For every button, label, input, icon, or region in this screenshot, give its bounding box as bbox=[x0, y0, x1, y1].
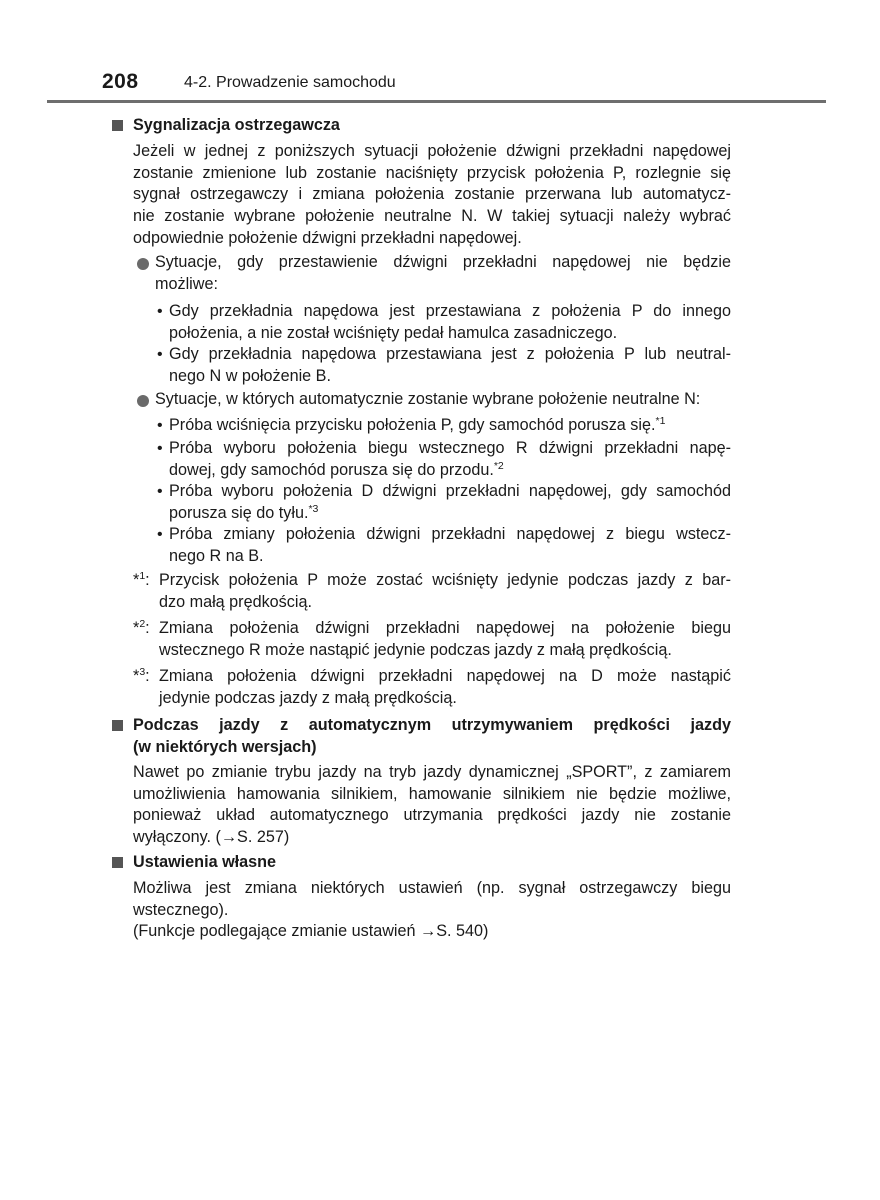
text-line bbox=[169, 415, 731, 437]
text-line: wstecznego). bbox=[133, 900, 229, 919]
text-line: Nawet po zmianie trybu jazdy na tryb jazdy dynamicznej „SPORT”, z zamiarem bbox=[133, 763, 731, 781]
text-line: Zmiana położenia dźwigni przekładni napędowej na położenie biegu bbox=[159, 619, 731, 637]
footnote-ref: *1 bbox=[655, 415, 666, 427]
sub-bullet-item bbox=[169, 524, 731, 567]
bullet-circle-icon bbox=[137, 258, 149, 270]
footnote-text bbox=[159, 666, 731, 709]
sub-bullet-item bbox=[169, 301, 731, 344]
text-line bbox=[169, 460, 731, 482]
text-line: wyłączony. (→S. 257) bbox=[133, 828, 290, 847]
text-fragment: Próba wciśnięcia przycisku położenia P, gdy samochód porusza się. bbox=[169, 416, 656, 434]
sub-bullet-item bbox=[169, 415, 731, 437]
text-line: Jeżeli w jednej z poniższych sytuacji położenie dźwigni przekładni napędowej bbox=[133, 142, 731, 160]
title-line: Podczas jazdy z automatycznym utrzymywaniem prędkości jazdy bbox=[133, 716, 731, 734]
footnote-number: 3 bbox=[139, 666, 146, 678]
text-line: nie zostanie wybrane położenie neutralne N. W takiej sytuacji należy wybrać bbox=[133, 207, 731, 226]
footnote-asterisk: * bbox=[133, 571, 140, 589]
text-line: Zmiana położenia dźwigni przekładni napędowej na D może nastąpić bbox=[159, 667, 731, 685]
footnote-text bbox=[159, 570, 731, 613]
section-title-cruise bbox=[133, 714, 731, 758]
text-line: dzo małą prędkością. bbox=[159, 592, 312, 611]
footnote-asterisk: * bbox=[133, 619, 140, 637]
text-line: jedynie podczas jazdy z małą prędkością. bbox=[159, 688, 457, 707]
text-line: sygnał ostrzegawczy i zmiana położenia zostanie przerwana lub automatycz- bbox=[133, 185, 731, 204]
text-line: (Funkcje podlegające zmianie ustawień →S. 540) bbox=[133, 922, 489, 941]
bullet-dot-icon: • bbox=[157, 483, 163, 500]
text-line bbox=[169, 503, 731, 525]
text-line: Gdy przekładnia napędowa jest przestawiana z położenia P do innego bbox=[169, 302, 731, 320]
bullet-situations-blocked bbox=[155, 252, 731, 295]
text-line: Gdy przekładnia napędowa przestawiana jest z położenia P lub neutral- bbox=[169, 345, 731, 363]
chapter-title: 4-2. Prowadzenie samochodu bbox=[184, 74, 396, 91]
section3-paragraph bbox=[133, 878, 731, 943]
text-line: Przycisk położenia P może zostać wciśnięty jedynie podczas jazdy z bar- bbox=[159, 571, 731, 589]
bullet-dot-icon: • bbox=[157, 526, 163, 543]
footnote-marker: *$^2$: bbox=[133, 618, 150, 637]
text-line: ponieważ układ automatycznego utrzymania prędkości jazdy nie zostanie bbox=[133, 806, 731, 825]
sub-bullet-item bbox=[169, 344, 731, 387]
footnote-marker: *$^1$: bbox=[133, 570, 150, 589]
footnote-number: 2 bbox=[139, 618, 146, 630]
text-fragment: dowej, gdy samochód porusza się do przodu. bbox=[169, 460, 494, 479]
section-title-custom-settings: Ustawienia własne bbox=[133, 853, 277, 871]
text-line: Próba wyboru położenia biegu wstecznego R dźwigni przekładni napę- bbox=[169, 439, 731, 457]
bullet-circle-icon bbox=[137, 395, 149, 407]
bullet-dot-icon: • bbox=[157, 417, 163, 434]
text-line: wstecznego R może nastąpić jedynie podczas jazdy z małą prędkością. bbox=[159, 640, 672, 659]
text-line: Próba zmiany położenia dźwigni przekładni napędowej z biegu wstecz- bbox=[169, 525, 731, 543]
bullet-dot-icon: • bbox=[157, 346, 163, 363]
bullet-situations-neutral bbox=[155, 389, 731, 411]
page-number: 208 bbox=[102, 70, 139, 93]
section1-paragraph bbox=[133, 141, 731, 250]
text-fragment: porusza się do tyłu. bbox=[169, 503, 309, 522]
text-line: położenia, a nie został wciśnięty pedał hamulca zasadniczego. bbox=[169, 323, 618, 342]
sub-bullet-item bbox=[169, 481, 731, 524]
footnote-asterisk: * bbox=[133, 667, 140, 685]
page-header bbox=[102, 70, 826, 98]
text-line: zostanie zmienione lub zostanie naciśnięty przycisk położenia P, rozlegnie się bbox=[133, 163, 731, 182]
text-line: Próba wyboru położenia D dźwigni przekładni napędowej, gdy samochód bbox=[169, 482, 731, 500]
header-rule bbox=[47, 100, 826, 103]
text-line: nego N w położenie B. bbox=[169, 366, 331, 385]
text-line: Sytuacje, gdy przestawienie dźwigni przekładni napędowej nie będzie bbox=[155, 253, 731, 271]
text-line: odpowiednie położenie dźwigni przekładni napędowej. bbox=[133, 228, 522, 247]
section2-paragraph bbox=[133, 762, 731, 849]
text-line: Sytuacje, w których automatycznie zostanie wybrane położenie neutralne N: bbox=[155, 390, 701, 408]
bullet-dot-icon: • bbox=[157, 440, 163, 457]
text-line: możliwe: bbox=[155, 274, 218, 293]
footnote-text bbox=[159, 618, 731, 661]
section-square-icon bbox=[112, 857, 123, 868]
footnote-marker: *$^3$: bbox=[133, 666, 150, 685]
title-line: (w niektórych wersjach) bbox=[133, 738, 317, 756]
section-square-icon bbox=[112, 720, 123, 731]
text-line: Możliwa jest zmiana niektórych ustawień (np. sygnał ostrzegawczy biegu bbox=[133, 879, 731, 897]
footnote-number: 1 bbox=[139, 570, 146, 582]
section-square-icon bbox=[112, 120, 123, 131]
text-line: umożliwienia hamowania silnikiem, hamowanie silnikiem nie będzie możliwe, bbox=[133, 784, 731, 803]
text-line: nego R na B. bbox=[169, 546, 264, 565]
sub-bullet-item bbox=[169, 438, 731, 481]
section-title-sygnalizacja: Sygnalizacja ostrzegawcza bbox=[133, 116, 340, 134]
bullet-dot-icon: • bbox=[157, 303, 163, 320]
footnote-ref: *3 bbox=[308, 502, 319, 515]
footnote-ref: *2 bbox=[493, 459, 504, 472]
